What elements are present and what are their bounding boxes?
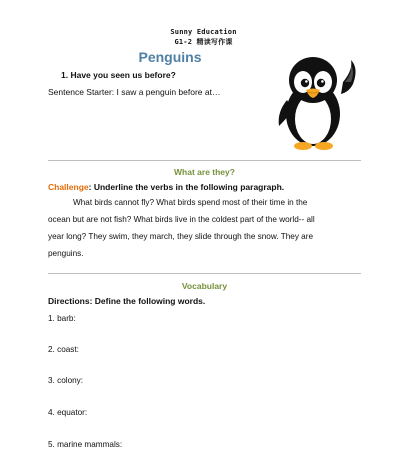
- challenge-text: : Underline the verbs in the following paragraph.: [88, 182, 285, 192]
- sentence-starter: Sentence Starter: I saw a penguin before at…: [48, 87, 221, 97]
- divider-2: [48, 273, 361, 274]
- penguin-illustration: [273, 52, 359, 152]
- paragraph-line: ocean but are not fish? What birds live in the coldest part of the world-- all: [48, 215, 315, 224]
- challenge-label: Challenge: [48, 182, 89, 192]
- vocab-item-barb: 1. barb:: [48, 314, 76, 323]
- header-line-1: Sunny Education: [170, 28, 237, 36]
- paragraph-line: year long? They swim, they march, they slide through the snow. They are: [48, 232, 314, 241]
- vocab-item-colony: 3. colony:: [48, 376, 84, 385]
- section-heading-vocabulary: Vocabulary: [181, 281, 228, 291]
- header-line-2: G1-2 精读写作课: [174, 38, 233, 46]
- vocab-item-marine-mammals: 5. marine mammals:: [48, 440, 123, 449]
- paragraph-line: What birds cannot fly? What birds spend most of their time in the: [73, 198, 308, 207]
- vocab-item-equator: 4. equator:: [48, 408, 88, 417]
- paragraph-line: penguins.: [48, 249, 84, 258]
- divider-1: [48, 160, 361, 161]
- question-1: 1. Have you seen us before?: [61, 70, 176, 80]
- section-heading-what-are-they: What are they?: [174, 167, 235, 177]
- page-title: Penguins: [138, 49, 202, 65]
- challenge-instruction: [48, 182, 284, 192]
- directions: Directions: Define the following words.: [48, 296, 206, 306]
- vocab-item-coast: 2. coast:: [48, 345, 79, 354]
